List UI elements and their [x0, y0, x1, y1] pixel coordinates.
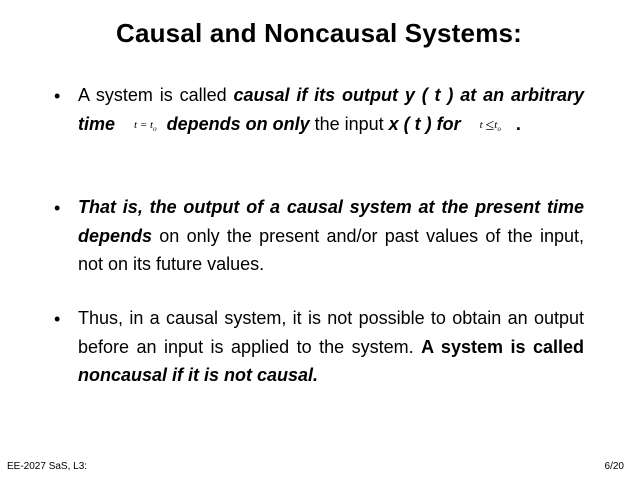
bullet-marker: • — [54, 86, 61, 106]
footer-page-number: 6/20 — [604, 461, 624, 472]
math-subscript: o — [153, 124, 157, 133]
bullet-marker: • — [54, 309, 61, 329]
text-run: the input — [309, 113, 389, 134]
text-run: A system is called — [421, 336, 584, 357]
text-run: causal if its output y ( t ) at an arbitrary time — [78, 85, 584, 134]
footer-course-label: EE-2027 SaS, L3: — [7, 461, 88, 472]
math-t-equals-to — [120, 119, 167, 131]
text-run: Thus, in a causal system, it is not possible to obtain an output before an input is applied to the system. — [78, 308, 584, 357]
math-text: t = t — [134, 118, 154, 131]
text-run: on only the present and/or past values of the input, not on its future values. — [78, 225, 584, 274]
math-subscript: o — [497, 124, 501, 133]
math-text: t — [479, 118, 483, 131]
bullet-marker: • — [54, 198, 61, 218]
text-run: A system is called — [78, 85, 234, 105]
bullet-causal-definition — [78, 81, 584, 143]
bullet-causal-explanation — [78, 193, 584, 279]
slide-title: Causal and Noncausal Systems: — [115, 18, 523, 48]
math-symbol: ≤ — [485, 116, 495, 134]
text-run: noncausal if it is not causal. — [78, 365, 319, 385]
math-text: t — [494, 118, 498, 131]
text-run: That is, the output of a causal system at the present time depends — [78, 197, 584, 246]
text-run: . — [510, 113, 521, 134]
math-t-leq-to — [466, 116, 511, 134]
text-run: depends on only — [166, 113, 310, 134]
text-run: x ( t ) for — [388, 113, 461, 134]
bullet-noncausal-definition — [78, 304, 584, 390]
